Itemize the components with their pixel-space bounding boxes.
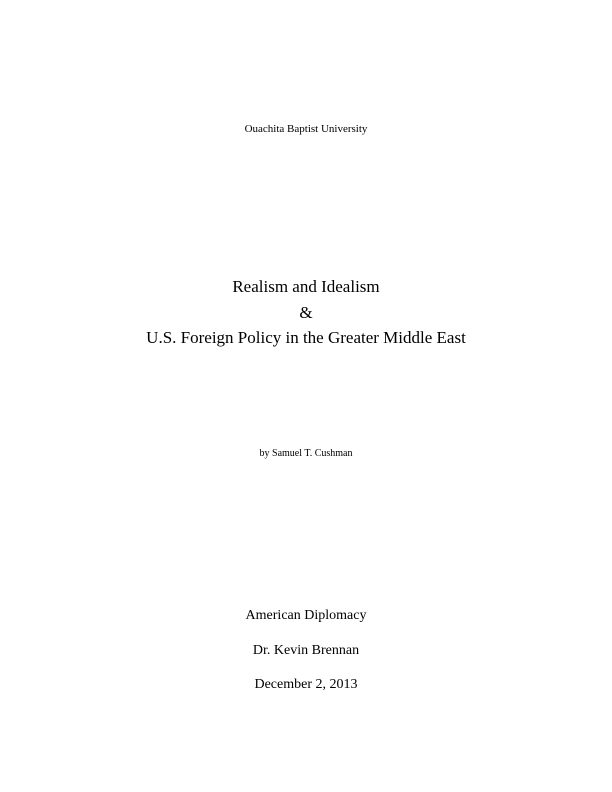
title-ampersand: & [299, 303, 313, 322]
submission-date: December 2, 2013 [254, 677, 358, 692]
author-byline: by Samuel T. Cushman [259, 448, 353, 459]
professor-name: Dr. Kevin Brennan [252, 643, 360, 658]
title-line-2: U.S. Foreign Policy in the Greater Middle East [146, 328, 466, 347]
course-name: American Diplomacy [245, 608, 367, 623]
title-line-1: Realism and Idealism [232, 277, 380, 296]
institution-name: Ouachita Baptist University [244, 123, 368, 135]
